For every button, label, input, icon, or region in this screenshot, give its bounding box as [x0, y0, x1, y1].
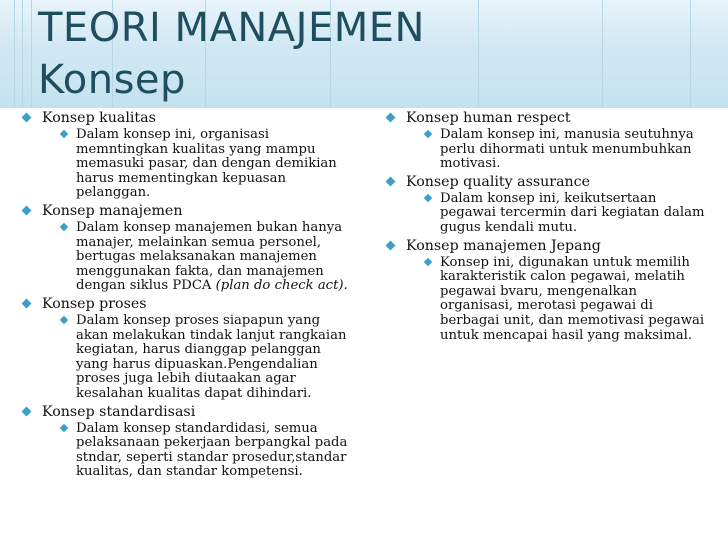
item-label: Konsep manajemen Jepang	[406, 237, 601, 254]
item-label: Konsep kualitas	[42, 110, 156, 126]
left-column	[16, 110, 356, 482]
sub-item	[42, 422, 356, 480]
list-item	[380, 174, 710, 236]
diamond-bullet-icon	[22, 298, 32, 308]
diamond-bullet-icon	[60, 223, 68, 231]
item-label: Konsep human respect	[406, 110, 571, 126]
decor-line	[14, 0, 15, 108]
decor-line	[31, 0, 32, 108]
diamond-bullet-icon	[386, 240, 396, 250]
item-label: Konsep manajemen	[42, 202, 183, 219]
diamond-bullet-icon	[424, 257, 432, 265]
list-item	[380, 110, 710, 172]
sub-item-text: Dalam konsep standardidasi, semua pelaksanaan pekerjaan berpangkal pada stndar, seperti standar prosedur,standar kualitas, dan standar kompetensi.	[76, 420, 348, 480]
slide-title	[38, 2, 425, 106]
sub-item	[406, 256, 710, 344]
slide-title-line2: Konsep	[38, 57, 186, 103]
decor-line	[22, 0, 23, 108]
list-item	[16, 203, 356, 294]
sub-item-text: Dalam konsep manajemen bukan hanya manajer, melainkan semua personel, bertugas melaksanakan manajemen menggunakan fakta, dan manajemen dengan siklus PDCA (plan do check act).	[76, 219, 348, 294]
sub-item-text: Konsep ini, digunakan untuk memilih karakteristik calon pegawai, melatih pegawai bvaru, mengenalkan organisasi, merotasi pegawai di berbagai unit, dan memotivasi pegawai untuk mencapai hasil yang maksimal.	[440, 254, 705, 343]
title-band	[0, 0, 728, 108]
list-item	[16, 110, 356, 201]
right-column	[380, 110, 710, 345]
sub-item	[406, 128, 710, 172]
decor-line	[478, 0, 479, 108]
sub-item	[42, 314, 356, 402]
diamond-bullet-icon	[386, 176, 396, 186]
slide-title-line1: TEORI MANAJEMEN	[38, 5, 425, 51]
diamond-bullet-icon	[60, 423, 68, 431]
item-label: Konsep proses	[42, 295, 147, 312]
diamond-bullet-icon	[22, 206, 32, 216]
sub-item-text: Dalam konsep proses siapapun yang akan melakukan tindak lanjut rangkaian kegiatan, harus dianggap pelanggan yang harus dipuaskan.Pengendalian proses juga lebih diutaakan agar kesalahan kualitas dapat dihindari.	[76, 312, 347, 401]
decor-line	[602, 0, 603, 108]
italic-text: (plan do check act).	[215, 278, 348, 294]
list-item	[16, 296, 356, 402]
sub-item	[42, 128, 356, 201]
diamond-bullet-icon	[60, 130, 68, 138]
sub-item	[42, 221, 356, 294]
sub-item-text: Dalam konsep ini, organisasi memntingkan kualitas yang mampu memasuki pasar, dan dengan demikian harus mementingkan kepuasan pelanggan.	[76, 127, 337, 201]
list-item	[380, 238, 710, 344]
diamond-bullet-icon	[424, 194, 432, 202]
sub-item	[406, 192, 710, 236]
diamond-bullet-icon	[22, 406, 32, 416]
diamond-bullet-icon	[60, 316, 68, 324]
list-item	[16, 404, 356, 480]
decor-line	[690, 0, 691, 108]
diamond-bullet-icon	[386, 113, 396, 123]
diamond-bullet-icon	[424, 130, 432, 138]
diamond-bullet-icon	[22, 113, 32, 123]
item-label: Konsep standardisasi	[42, 403, 196, 420]
sub-item-text: Dalam konsep ini, manusia seutuhnya perlu dihormati untuk menumbuhkan motivasi.	[440, 127, 694, 172]
sub-item-text: Dalam konsep ini, keikutsertaan pegawai tercermin dari kegiatan dalam gugus kendali mutu.	[440, 190, 705, 235]
item-label: Konsep quality assurance	[406, 173, 591, 190]
